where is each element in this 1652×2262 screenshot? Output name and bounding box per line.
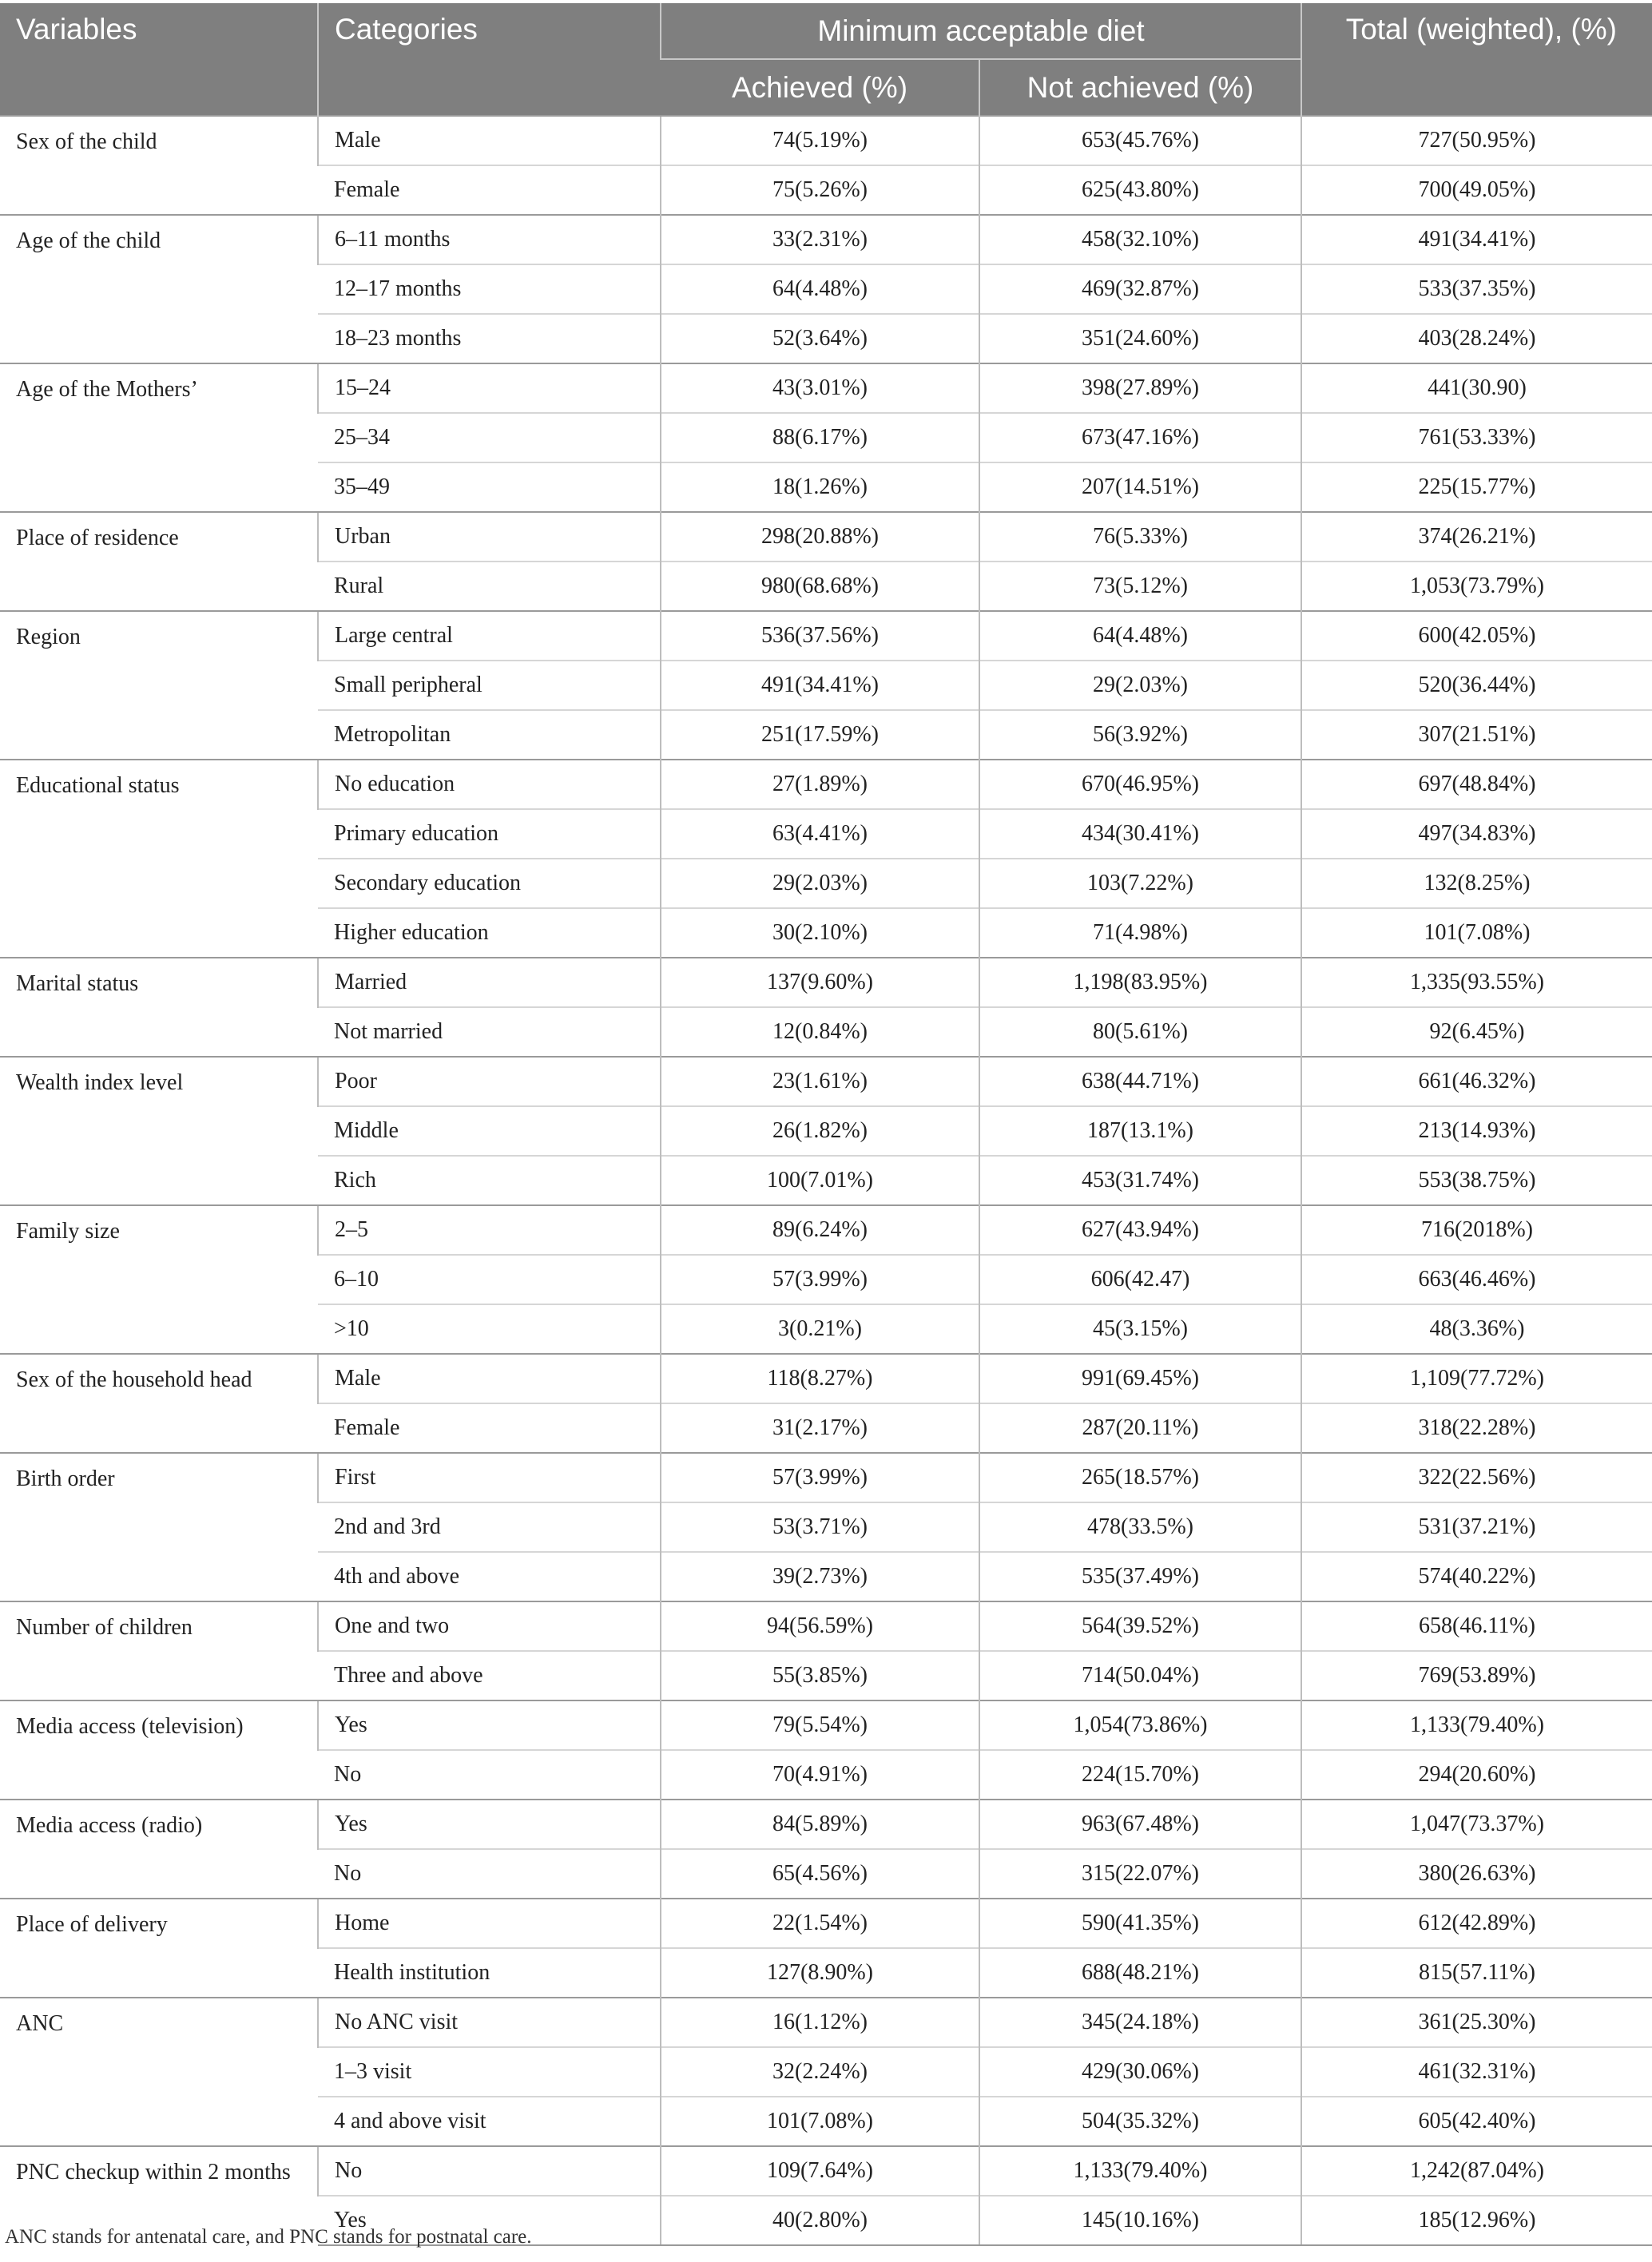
total-cell: 185(12.96%) bbox=[1301, 2196, 1652, 2245]
total-cell: 491(34.41%) bbox=[1301, 215, 1652, 264]
not-achieved-cell: 714(50.04%) bbox=[979, 1651, 1301, 1700]
total-cell: 520(36.44%) bbox=[1301, 661, 1652, 710]
variable-cell: Family size bbox=[0, 1205, 318, 1354]
achieved-cell: 127(8.90%) bbox=[661, 1948, 979, 1998]
table-footnote: ANC stands for antenatal care, and PNC stands for postnatal care. bbox=[5, 2226, 532, 2248]
not-achieved-cell: 504(35.32%) bbox=[979, 2097, 1301, 2146]
achieved-cell: 55(3.85%) bbox=[661, 1651, 979, 1700]
total-cell: 1,109(77.72%) bbox=[1301, 1354, 1652, 1403]
category-cell: Male bbox=[318, 116, 661, 165]
not-achieved-cell: 458(32.10%) bbox=[979, 215, 1301, 264]
category-cell: Small peripheral bbox=[318, 661, 661, 710]
total-cell: 322(22.56%) bbox=[1301, 1453, 1652, 1502]
total-cell: 531(37.21%) bbox=[1301, 1502, 1652, 1552]
not-achieved-cell: 963(67.48%) bbox=[979, 1800, 1301, 1849]
total-cell: 318(22.28%) bbox=[1301, 1403, 1652, 1453]
not-achieved-cell: 56(3.92%) bbox=[979, 710, 1301, 760]
achieved-cell: 16(1.12%) bbox=[661, 1998, 979, 2047]
table-row bbox=[0, 1700, 1652, 1750]
total-cell: 225(15.77%) bbox=[1301, 462, 1652, 512]
variable-cell: Birth order bbox=[0, 1453, 318, 1601]
achieved-cell: 137(9.60%) bbox=[661, 958, 979, 1007]
variable-cell: Place of delivery bbox=[0, 1899, 318, 1998]
category-cell: No bbox=[318, 1849, 661, 1899]
category-cell: Yes bbox=[318, 1800, 661, 1849]
achieved-cell: 53(3.71%) bbox=[661, 1502, 979, 1552]
achieved-cell: 43(3.01%) bbox=[661, 363, 979, 413]
category-cell: 2nd and 3rd bbox=[318, 1502, 661, 1552]
not-achieved-cell: 670(46.95%) bbox=[979, 760, 1301, 809]
category-cell: No bbox=[318, 2146, 661, 2196]
achieved-cell: 26(1.82%) bbox=[661, 1106, 979, 1156]
header-total-weighted: Total (weighted), (%) bbox=[1301, 3, 1652, 116]
achieved-cell: 118(8.27%) bbox=[661, 1354, 979, 1403]
achieved-cell: 31(2.17%) bbox=[661, 1403, 979, 1453]
table-row bbox=[0, 1998, 1652, 2047]
header-categories: Categories bbox=[318, 3, 661, 116]
header-minimum-acceptable-diet: Minimum acceptable diet bbox=[661, 3, 1301, 59]
not-achieved-cell: 453(31.74%) bbox=[979, 1156, 1301, 1205]
category-cell: 18–23 months bbox=[318, 314, 661, 363]
table-row bbox=[0, 215, 1652, 264]
category-cell: Higher education bbox=[318, 908, 661, 958]
not-achieved-cell: 535(37.49%) bbox=[979, 1552, 1301, 1601]
table-row bbox=[0, 1800, 1652, 1849]
not-achieved-cell: 398(27.89%) bbox=[979, 363, 1301, 413]
table-row bbox=[0, 2146, 1652, 2196]
not-achieved-cell: 224(15.70%) bbox=[979, 1750, 1301, 1800]
total-cell: 1,242(87.04%) bbox=[1301, 2146, 1652, 2196]
category-cell: Primary education bbox=[318, 809, 661, 859]
achieved-cell: 3(0.21%) bbox=[661, 1304, 979, 1354]
not-achieved-cell: 606(42.47) bbox=[979, 1255, 1301, 1304]
achieved-cell: 70(4.91%) bbox=[661, 1750, 979, 1800]
total-cell: 294(20.60%) bbox=[1301, 1750, 1652, 1800]
variable-cell: Marital status bbox=[0, 958, 318, 1057]
total-cell: 361(25.30%) bbox=[1301, 1998, 1652, 2047]
achieved-cell: 40(2.80%) bbox=[661, 2196, 979, 2245]
achieved-cell: 79(5.54%) bbox=[661, 1700, 979, 1750]
achieved-cell: 29(2.03%) bbox=[661, 859, 979, 908]
category-cell: 25–34 bbox=[318, 413, 661, 462]
header-achieved: Achieved (%) bbox=[661, 59, 979, 116]
achieved-cell: 251(17.59%) bbox=[661, 710, 979, 760]
table-row bbox=[0, 1601, 1652, 1651]
category-cell: Health institution bbox=[318, 1948, 661, 1998]
table-row bbox=[0, 1354, 1652, 1403]
category-cell: 4th and above bbox=[318, 1552, 661, 1601]
total-cell: 612(42.89%) bbox=[1301, 1899, 1652, 1948]
not-achieved-cell: 315(22.07%) bbox=[979, 1849, 1301, 1899]
achieved-cell: 18(1.26%) bbox=[661, 462, 979, 512]
achieved-cell: 109(7.64%) bbox=[661, 2146, 979, 2196]
category-cell: 12–17 months bbox=[318, 264, 661, 314]
table-row bbox=[0, 1057, 1652, 1106]
total-cell: 697(48.84%) bbox=[1301, 760, 1652, 809]
variable-cell: Media access (television) bbox=[0, 1700, 318, 1800]
not-achieved-cell: 145(10.16%) bbox=[979, 2196, 1301, 2245]
variable-cell: Age of the Mothers’ bbox=[0, 363, 318, 512]
achieved-cell: 100(7.01%) bbox=[661, 1156, 979, 1205]
not-achieved-cell: 478(33.5%) bbox=[979, 1502, 1301, 1552]
achieved-cell: 39(2.73%) bbox=[661, 1552, 979, 1601]
not-achieved-cell: 991(69.45%) bbox=[979, 1354, 1301, 1403]
total-cell: 374(26.21%) bbox=[1301, 512, 1652, 562]
not-achieved-cell: 625(43.80%) bbox=[979, 165, 1301, 215]
total-cell: 605(42.40%) bbox=[1301, 2097, 1652, 2146]
total-cell: 497(34.83%) bbox=[1301, 809, 1652, 859]
variable-cell: Wealth index level bbox=[0, 1057, 318, 1205]
achieved-cell: 52(3.64%) bbox=[661, 314, 979, 363]
not-achieved-cell: 351(24.60%) bbox=[979, 314, 1301, 363]
not-achieved-cell: 673(47.16%) bbox=[979, 413, 1301, 462]
achieved-cell: 27(1.89%) bbox=[661, 760, 979, 809]
not-achieved-cell: 345(24.18%) bbox=[979, 1998, 1301, 2047]
achieved-cell: 491(34.41%) bbox=[661, 661, 979, 710]
not-achieved-cell: 265(18.57%) bbox=[979, 1453, 1301, 1502]
achieved-cell: 57(3.99%) bbox=[661, 1453, 979, 1502]
total-cell: 658(46.11%) bbox=[1301, 1601, 1652, 1651]
category-cell: Three and above bbox=[318, 1651, 661, 1700]
achieved-cell: 63(4.41%) bbox=[661, 809, 979, 859]
total-cell: 1,133(79.40%) bbox=[1301, 1700, 1652, 1750]
not-achieved-cell: 187(13.1%) bbox=[979, 1106, 1301, 1156]
not-achieved-cell: 627(43.94%) bbox=[979, 1205, 1301, 1255]
total-cell: 1,053(73.79%) bbox=[1301, 562, 1652, 611]
total-cell: 533(37.35%) bbox=[1301, 264, 1652, 314]
achieved-cell: 74(5.19%) bbox=[661, 116, 979, 165]
category-cell: 4 and above visit bbox=[318, 2097, 661, 2146]
achieved-cell: 94(56.59%) bbox=[661, 1601, 979, 1651]
category-cell: Home bbox=[318, 1899, 661, 1948]
achieved-cell: 64(4.48%) bbox=[661, 264, 979, 314]
total-cell: 661(46.32%) bbox=[1301, 1057, 1652, 1106]
not-achieved-cell: 653(45.76%) bbox=[979, 116, 1301, 165]
table-body bbox=[0, 116, 1652, 2245]
not-achieved-cell: 80(5.61%) bbox=[979, 1007, 1301, 1057]
category-cell: First bbox=[318, 1453, 661, 1502]
table-row bbox=[0, 958, 1652, 1007]
achieved-cell: 536(37.56%) bbox=[661, 611, 979, 661]
not-achieved-cell: 207(14.51%) bbox=[979, 462, 1301, 512]
variable-cell: Sex of the child bbox=[0, 116, 318, 215]
total-cell: 1,335(93.55%) bbox=[1301, 958, 1652, 1007]
achieved-cell: 12(0.84%) bbox=[661, 1007, 979, 1057]
category-cell: No education bbox=[318, 760, 661, 809]
category-cell: Yes bbox=[318, 1700, 661, 1750]
total-cell: 461(32.31%) bbox=[1301, 2047, 1652, 2097]
total-cell: 761(53.33%) bbox=[1301, 413, 1652, 462]
total-cell: 101(7.08%) bbox=[1301, 908, 1652, 958]
total-cell: 213(14.93%) bbox=[1301, 1106, 1652, 1156]
total-cell: 48(3.36%) bbox=[1301, 1304, 1652, 1354]
category-cell: Large central bbox=[318, 611, 661, 661]
achieved-cell: 32(2.24%) bbox=[661, 2047, 979, 2097]
total-cell: 663(46.46%) bbox=[1301, 1255, 1652, 1304]
achieved-cell: 75(5.26%) bbox=[661, 165, 979, 215]
total-cell: 403(28.24%) bbox=[1301, 314, 1652, 363]
not-achieved-cell: 638(44.71%) bbox=[979, 1057, 1301, 1106]
total-cell: 727(50.95%) bbox=[1301, 116, 1652, 165]
total-cell: 600(42.05%) bbox=[1301, 611, 1652, 661]
category-cell: Male bbox=[318, 1354, 661, 1403]
not-achieved-cell: 590(41.35%) bbox=[979, 1899, 1301, 1948]
table-row bbox=[0, 512, 1652, 562]
category-cell: 6–11 months bbox=[318, 215, 661, 264]
table-header bbox=[0, 3, 1652, 116]
achieved-cell: 65(4.56%) bbox=[661, 1849, 979, 1899]
category-cell: 1–3 visit bbox=[318, 2047, 661, 2097]
achieved-cell: 89(6.24%) bbox=[661, 1205, 979, 1255]
table-row bbox=[0, 363, 1652, 413]
total-cell: 441(30.90) bbox=[1301, 363, 1652, 413]
total-cell: 769(53.89%) bbox=[1301, 1651, 1652, 1700]
variable-cell: Region bbox=[0, 611, 318, 760]
category-cell: 2–5 bbox=[318, 1205, 661, 1255]
total-cell: 307(21.51%) bbox=[1301, 710, 1652, 760]
not-achieved-cell: 688(48.21%) bbox=[979, 1948, 1301, 1998]
total-cell: 1,047(73.37%) bbox=[1301, 1800, 1652, 1849]
variable-cell: Number of children bbox=[0, 1601, 318, 1700]
total-cell: 92(6.45%) bbox=[1301, 1007, 1652, 1057]
category-cell: Secondary education bbox=[318, 859, 661, 908]
table-row bbox=[0, 1899, 1652, 1948]
category-cell: No bbox=[318, 1750, 661, 1800]
category-cell: >10 bbox=[318, 1304, 661, 1354]
not-achieved-cell: 64(4.48%) bbox=[979, 611, 1301, 661]
achieved-cell: 23(1.61%) bbox=[661, 1057, 979, 1106]
total-cell: 700(49.05%) bbox=[1301, 165, 1652, 215]
data-table bbox=[0, 3, 1652, 2246]
variable-cell: Age of the child bbox=[0, 215, 318, 363]
category-cell: 6–10 bbox=[318, 1255, 661, 1304]
category-cell: Urban bbox=[318, 512, 661, 562]
total-cell: 574(40.22%) bbox=[1301, 1552, 1652, 1601]
category-cell: One and two bbox=[318, 1601, 661, 1651]
not-achieved-cell: 76(5.33%) bbox=[979, 512, 1301, 562]
table-row bbox=[0, 760, 1652, 809]
category-cell: Metropolitan bbox=[318, 710, 661, 760]
achieved-cell: 84(5.89%) bbox=[661, 1800, 979, 1849]
achieved-cell: 30(2.10%) bbox=[661, 908, 979, 958]
not-achieved-cell: 564(39.52%) bbox=[979, 1601, 1301, 1651]
achieved-cell: 101(7.08%) bbox=[661, 2097, 979, 2146]
not-achieved-cell: 71(4.98%) bbox=[979, 908, 1301, 958]
not-achieved-cell: 429(30.06%) bbox=[979, 2047, 1301, 2097]
category-cell: No ANC visit bbox=[318, 1998, 661, 2047]
category-cell: Female bbox=[318, 1403, 661, 1453]
category-cell: Poor bbox=[318, 1057, 661, 1106]
variable-cell: ANC bbox=[0, 1998, 318, 2146]
not-achieved-cell: 434(30.41%) bbox=[979, 809, 1301, 859]
achieved-cell: 33(2.31%) bbox=[661, 215, 979, 264]
total-cell: 132(8.25%) bbox=[1301, 859, 1652, 908]
not-achieved-cell: 73(5.12%) bbox=[979, 562, 1301, 611]
achieved-cell: 88(6.17%) bbox=[661, 413, 979, 462]
category-cell: 35–49 bbox=[318, 462, 661, 512]
header-row bbox=[0, 3, 1652, 59]
category-cell: Yes bbox=[318, 2196, 661, 2245]
table-row bbox=[0, 611, 1652, 661]
not-achieved-cell: 103(7.22%) bbox=[979, 859, 1301, 908]
achieved-cell: 298(20.88%) bbox=[661, 512, 979, 562]
not-achieved-cell: 1,133(79.40%) bbox=[979, 2146, 1301, 2196]
category-cell: Married bbox=[318, 958, 661, 1007]
category-cell: Female bbox=[318, 165, 661, 215]
variable-cell: Sex of the household head bbox=[0, 1354, 318, 1453]
category-cell: Not married bbox=[318, 1007, 661, 1057]
header-variables: Variables bbox=[0, 3, 318, 116]
category-cell: Rich bbox=[318, 1156, 661, 1205]
table-row bbox=[0, 1205, 1652, 1255]
achieved-cell: 22(1.54%) bbox=[661, 1899, 979, 1948]
category-cell: Rural bbox=[318, 562, 661, 611]
not-achieved-cell: 1,054(73.86%) bbox=[979, 1700, 1301, 1750]
total-cell: 380(26.63%) bbox=[1301, 1849, 1652, 1899]
not-achieved-cell: 45(3.15%) bbox=[979, 1304, 1301, 1354]
header-not-achieved: Not achieved (%) bbox=[979, 59, 1301, 116]
not-achieved-cell: 469(32.87%) bbox=[979, 264, 1301, 314]
achieved-cell: 980(68.68%) bbox=[661, 562, 979, 611]
total-cell: 815(57.11%) bbox=[1301, 1948, 1652, 1998]
variable-cell: PNC checkup within 2 months bbox=[0, 2146, 318, 2245]
variable-cell: Educational status bbox=[0, 760, 318, 958]
variable-cell: Place of residence bbox=[0, 512, 318, 611]
total-cell: 716(2018%) bbox=[1301, 1205, 1652, 1255]
category-cell: 15–24 bbox=[318, 363, 661, 413]
variable-cell: Media access (radio) bbox=[0, 1800, 318, 1899]
not-achieved-cell: 1,198(83.95%) bbox=[979, 958, 1301, 1007]
table-row bbox=[0, 1453, 1652, 1502]
not-achieved-cell: 287(20.11%) bbox=[979, 1403, 1301, 1453]
table-row bbox=[0, 116, 1652, 165]
category-cell: Middle bbox=[318, 1106, 661, 1156]
achieved-cell: 57(3.99%) bbox=[661, 1255, 979, 1304]
total-cell: 553(38.75%) bbox=[1301, 1156, 1652, 1205]
not-achieved-cell: 29(2.03%) bbox=[979, 661, 1301, 710]
